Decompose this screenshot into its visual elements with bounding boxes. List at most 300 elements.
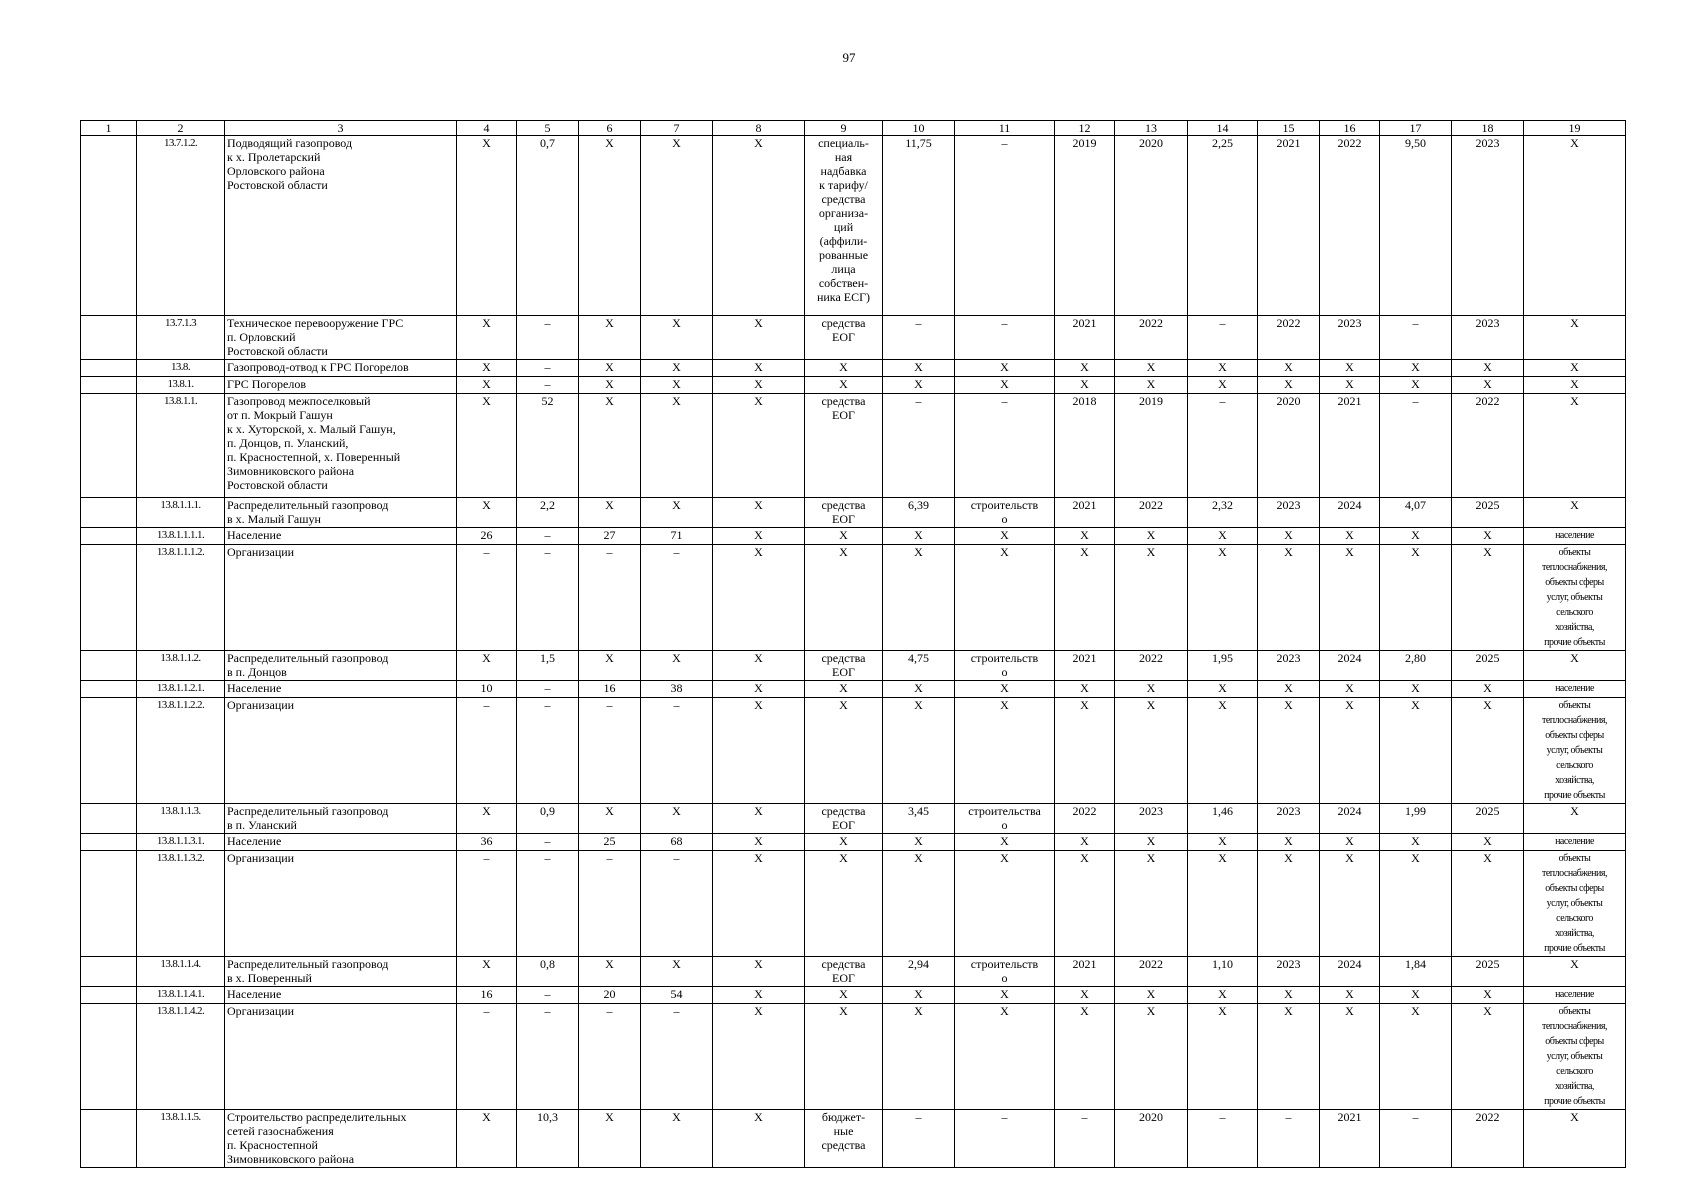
- cell-value: –: [544, 360, 551, 374]
- cell-value: Х: [1000, 851, 1009, 865]
- cell-value: Х: [1080, 851, 1089, 865]
- value-cell: [1524, 394, 1626, 498]
- item-name-cell: [225, 1004, 457, 1110]
- item-name-cell: [225, 136, 457, 316]
- value-cell: [713, 498, 805, 528]
- value-cell: [1055, 498, 1115, 528]
- item-code-cell: [137, 528, 225, 545]
- value-cell: [713, 698, 805, 804]
- section-cell: [81, 651, 137, 681]
- cell-value: Х: [1000, 360, 1009, 374]
- value-cell: [1524, 651, 1626, 681]
- consumer-category: объекты теплоснабжения, объекты сферы услуг, объекты сельского хозяйства, прочие объекты: [1542, 1006, 1607, 1107]
- cell-value: Х: [1218, 851, 1227, 865]
- cell-value: Х: [754, 360, 763, 374]
- consumer-category-cell: [1524, 851, 1626, 957]
- value-cell: [517, 528, 579, 545]
- cell-value: Х: [482, 377, 491, 391]
- value-cell: [1380, 545, 1452, 651]
- cell-value: 2021: [1072, 651, 1097, 665]
- cell-value: 1,10: [1212, 957, 1233, 971]
- table-row: [81, 1004, 1626, 1110]
- value-cell: [641, 360, 713, 377]
- column-number-cell: 10: [883, 121, 955, 136]
- value-cell: [1452, 498, 1524, 528]
- value-cell: [1115, 545, 1188, 651]
- value-cell: [713, 681, 805, 698]
- cell-value: Х: [754, 834, 763, 848]
- cell-value: Х: [672, 136, 681, 150]
- value-cell: [579, 394, 641, 498]
- value-cell: [1380, 394, 1452, 498]
- cell-value: Х: [605, 651, 614, 665]
- table-row: [81, 851, 1626, 957]
- value-cell: [1258, 987, 1320, 1004]
- cell-value: 0,9: [540, 804, 555, 818]
- value-cell: [517, 957, 579, 987]
- section-cell: [81, 987, 137, 1004]
- value-cell: [1452, 834, 1524, 851]
- cell-value: Х: [839, 681, 848, 695]
- value-cell: [641, 834, 713, 851]
- cell-value: Х: [1411, 528, 1420, 542]
- cell-value: 2023: [1475, 136, 1500, 150]
- section-cell: [81, 1004, 137, 1110]
- value-cell: [1524, 136, 1626, 316]
- value-cell: [1055, 136, 1115, 316]
- cell-value: Х: [605, 360, 614, 374]
- item-code: 13.8.1.1.1.1.: [156, 529, 205, 541]
- value-cell: [517, 1004, 579, 1110]
- value-cell: [1115, 394, 1188, 498]
- cell-value: –: [915, 316, 922, 330]
- value-cell: [955, 804, 1055, 834]
- consumer-category: население: [1555, 683, 1594, 694]
- item-code-cell: [137, 957, 225, 987]
- value-cell: [1380, 1004, 1452, 1110]
- cell-value: Х: [1218, 377, 1227, 391]
- value-cell: [955, 136, 1055, 316]
- cell-value: –: [1001, 316, 1008, 330]
- item-name: Газопровод межпоселковый от п. Мокрый Гашун к х. Хуторской, х. Малый Гашун, п. Донцов, п. Уланский, п. Красностепной, х. Поверенный Зимовниковского района Ростовской области: [227, 394, 401, 492]
- cell-value: 1,46: [1212, 804, 1233, 818]
- value-cell: [1258, 545, 1320, 651]
- cell-value: Х: [1146, 834, 1156, 848]
- value-cell: [1380, 360, 1452, 377]
- item-code: 13.8.1.1.2.1.: [156, 682, 205, 694]
- value-cell: [1115, 1004, 1188, 1110]
- consumer-category-cell: [1524, 1004, 1626, 1110]
- cell-value: Х: [1000, 377, 1009, 391]
- value-cell: [1258, 957, 1320, 987]
- cell-value: Х: [482, 360, 491, 374]
- cell-value: Х: [482, 394, 491, 408]
- item-code-cell: [137, 1004, 225, 1110]
- cell-value: Х: [672, 360, 681, 374]
- item-name-cell: [225, 545, 457, 651]
- item-code-cell: [137, 1110, 225, 1168]
- cell-value: 2022: [1475, 1110, 1500, 1124]
- cell-value: –: [483, 851, 490, 865]
- value-cell: [883, 528, 955, 545]
- table-row: [81, 681, 1626, 698]
- value-cell: [713, 834, 805, 851]
- value-cell: [1115, 681, 1188, 698]
- value-cell: [1115, 1110, 1188, 1168]
- cell-value: 54: [670, 987, 683, 1001]
- cell-value: Х: [1218, 360, 1227, 374]
- cell-value: Х: [754, 987, 763, 1001]
- value-cell: [1452, 316, 1524, 360]
- cell-value: 2022: [1139, 498, 1163, 512]
- value-cell: [1320, 360, 1380, 377]
- cell-value: 2020: [1276, 394, 1301, 408]
- cell-value: 2021: [1072, 316, 1097, 330]
- cell-value: 2019: [1072, 136, 1097, 150]
- value-cell: [1380, 1110, 1452, 1168]
- value-cell: [955, 651, 1055, 681]
- value-cell: [1188, 528, 1258, 545]
- section-cell: [81, 698, 137, 804]
- cell-value: 52: [541, 394, 554, 408]
- page-number: 97: [842, 50, 856, 65]
- table-row: [81, 698, 1626, 804]
- value-cell: [641, 394, 713, 498]
- section-cell: [81, 377, 137, 394]
- cell-value: 1,99: [1405, 804, 1426, 818]
- value-cell: [579, 1004, 641, 1110]
- item-code: 13.8.1.1.: [163, 395, 198, 407]
- item-name: Распределительный газопровод в п. Уланский: [227, 804, 389, 832]
- value-cell: [517, 987, 579, 1004]
- value-cell: [883, 698, 955, 804]
- section-cell: [81, 804, 137, 834]
- value-cell: [1452, 1110, 1524, 1168]
- cell-value: 36: [480, 834, 493, 848]
- cell-value: 68: [670, 834, 683, 848]
- value-cell: [641, 498, 713, 528]
- item-code-cell: [137, 651, 225, 681]
- cell-value: 2022: [1139, 651, 1163, 665]
- section-cell: [81, 681, 137, 698]
- cell-value: Х: [605, 1110, 614, 1124]
- value-cell: [1055, 681, 1115, 698]
- column-number-cell: 1: [81, 121, 137, 136]
- value-cell: [713, 316, 805, 360]
- item-name: Газопровод-отвод к ГРС Погорелов: [227, 360, 409, 374]
- cell-value: Х: [1000, 698, 1009, 712]
- cell-value: Х: [1483, 545, 1492, 559]
- cell-value: 2,2: [540, 498, 555, 512]
- cell-value: 2022: [1139, 957, 1163, 971]
- cell-value: Х: [839, 360, 848, 374]
- value-cell: [457, 681, 517, 698]
- item-name: Население: [227, 834, 282, 848]
- cell-value: Х: [1080, 681, 1089, 695]
- cell-value: 9,50: [1405, 136, 1426, 150]
- cell-value: Х: [1345, 528, 1354, 542]
- cell-value: –: [673, 851, 680, 865]
- value-cell: [1055, 316, 1115, 360]
- cell-value: Х: [1411, 851, 1420, 865]
- value-cell: [1380, 987, 1452, 1004]
- value-cell: [955, 545, 1055, 651]
- value-cell: [1320, 545, 1380, 651]
- value-cell: [1452, 957, 1524, 987]
- value-cell: [641, 698, 713, 804]
- value-cell: [883, 651, 955, 681]
- value-cell: [883, 394, 955, 498]
- value-cell: [1055, 834, 1115, 851]
- item-name: Население: [227, 987, 282, 1001]
- value-cell: [805, 377, 883, 394]
- cell-value: –: [915, 394, 922, 408]
- cell-value: Х: [1000, 528, 1009, 542]
- cell-value: Х: [1411, 834, 1420, 848]
- value-cell: [883, 851, 955, 957]
- item-code: 13.7.1.3: [165, 317, 196, 329]
- value-cell: [1115, 851, 1188, 957]
- value-cell: [1320, 1004, 1380, 1110]
- value-cell: [1258, 377, 1320, 394]
- cell-value: 2024: [1337, 498, 1362, 512]
- value-cell: [883, 834, 955, 851]
- value-cell: [579, 360, 641, 377]
- cell-value: 2020: [1139, 136, 1163, 150]
- cell-value: –: [1001, 1110, 1008, 1124]
- cell-value: Х: [672, 804, 681, 818]
- item-code: 13.8.1.1.1.2.: [156, 546, 205, 558]
- cell-value: Х: [482, 136, 491, 150]
- value-cell: [517, 377, 579, 394]
- item-code-cell: [137, 987, 225, 1004]
- cell-value: Х: [1080, 834, 1089, 848]
- header-row: [81, 121, 1626, 136]
- value-cell: [517, 851, 579, 957]
- value-cell: [579, 528, 641, 545]
- value-cell: [1258, 651, 1320, 681]
- value-cell: [1320, 834, 1380, 851]
- cell-value: Х: [914, 851, 923, 865]
- cell-value: Х: [1146, 377, 1156, 391]
- cell-value: Х: [1284, 987, 1293, 1001]
- cell-value: Х: [914, 834, 923, 848]
- item-name-cell: [225, 851, 457, 957]
- value-cell: [1115, 957, 1188, 987]
- value-cell: [579, 957, 641, 987]
- value-cell: [457, 1110, 517, 1168]
- value-cell: [1188, 136, 1258, 316]
- table-row: [81, 360, 1626, 377]
- cell-value: 3,45: [908, 804, 929, 818]
- cell-value: –: [1219, 394, 1226, 408]
- cell-value: 10,3: [537, 1110, 558, 1124]
- value-cell: [883, 545, 955, 651]
- value-cell: [1188, 1004, 1258, 1110]
- table-row: [81, 1110, 1626, 1168]
- value-cell: [579, 804, 641, 834]
- value-cell: [517, 804, 579, 834]
- value-cell: [1524, 957, 1626, 987]
- value-cell: [579, 498, 641, 528]
- cell-value: Х: [839, 1004, 848, 1018]
- section-cell: [81, 498, 137, 528]
- cell-value: Х: [1411, 1004, 1420, 1018]
- cell-value: Х: [1284, 851, 1293, 865]
- value-cell: [955, 987, 1055, 1004]
- cell-value: Х: [1146, 851, 1156, 865]
- cell-value: Х: [605, 498, 614, 512]
- value-cell: [1452, 804, 1524, 834]
- cell-value: Х: [1146, 545, 1156, 559]
- cell-value: Х: [1000, 545, 1009, 559]
- cell-value: 2024: [1337, 957, 1362, 971]
- cell-value: средства ЕОГ: [821, 316, 866, 344]
- table-row: [81, 834, 1626, 851]
- value-cell: [1055, 987, 1115, 1004]
- value-cell: [1524, 1110, 1626, 1168]
- value-cell: [1188, 804, 1258, 834]
- value-cell: [579, 1110, 641, 1168]
- value-cell: [955, 834, 1055, 851]
- cell-value: Х: [1483, 1004, 1492, 1018]
- value-cell: [883, 957, 955, 987]
- cell-value: Х: [1570, 136, 1579, 150]
- item-name: Население: [227, 528, 282, 542]
- value-cell: [579, 136, 641, 316]
- column-number-cell: 14: [1188, 121, 1258, 136]
- cell-value: средства ЕОГ: [821, 498, 866, 526]
- cell-value: Х: [1080, 528, 1089, 542]
- value-cell: [457, 651, 517, 681]
- consumer-category: объекты теплоснабжения, объекты сферы услуг, объекты сельского хозяйства, прочие объекты: [1542, 700, 1607, 801]
- cell-value: 26: [480, 528, 493, 542]
- value-cell: [517, 498, 579, 528]
- cell-value: 10: [480, 681, 493, 695]
- value-cell: [1055, 957, 1115, 987]
- column-number-cell: 16: [1320, 121, 1380, 136]
- table-row: [81, 651, 1626, 681]
- cell-value: средства ЕОГ: [821, 957, 866, 985]
- value-cell: [1115, 528, 1188, 545]
- section-cell: [81, 528, 137, 545]
- value-cell: [1452, 681, 1524, 698]
- cell-value: Х: [1000, 987, 1009, 1001]
- column-number-cell: 7: [641, 121, 713, 136]
- value-cell: [1188, 545, 1258, 651]
- cell-value: Х: [754, 651, 763, 665]
- value-cell: [955, 851, 1055, 957]
- value-cell: [579, 698, 641, 804]
- cell-value: 11,75: [905, 136, 932, 150]
- item-name-cell: [225, 316, 457, 360]
- value-cell: [883, 1004, 955, 1110]
- item-code-cell: [137, 360, 225, 377]
- value-cell: [955, 394, 1055, 498]
- value-cell: [579, 851, 641, 957]
- cell-value: Х: [672, 957, 681, 971]
- value-cell: [641, 651, 713, 681]
- item-code-cell: [137, 681, 225, 698]
- item-name-cell: [225, 528, 457, 545]
- value-cell: [1258, 834, 1320, 851]
- value-cell: [1452, 360, 1524, 377]
- cell-value: Х: [1570, 394, 1579, 408]
- value-cell: [517, 1110, 579, 1168]
- cell-value: 2021: [1337, 1110, 1362, 1124]
- cell-value: –: [544, 851, 551, 865]
- value-cell: [805, 1110, 883, 1168]
- cell-value: –: [673, 545, 680, 559]
- cell-value: Х: [754, 1004, 763, 1018]
- value-cell: [1452, 851, 1524, 957]
- cell-value: специаль- ная надбавка к тарифу/ средства организа- ций (аффили- рованные лица собствен- ника ЕСГ): [816, 136, 871, 304]
- cell-value: Х: [1570, 498, 1579, 512]
- value-cell: [1055, 698, 1115, 804]
- cell-value: Х: [754, 136, 763, 150]
- value-cell: [641, 1004, 713, 1110]
- item-name: Распределительный газопровод в х. Поверенный: [227, 957, 389, 985]
- cell-value: Х: [672, 377, 681, 391]
- value-cell: [805, 316, 883, 360]
- value-cell: [1524, 804, 1626, 834]
- consumer-category: население: [1555, 836, 1594, 847]
- cell-value: Х: [1080, 545, 1089, 559]
- value-cell: [883, 681, 955, 698]
- value-cell: [883, 377, 955, 394]
- cell-value: Х: [1218, 834, 1227, 848]
- cell-value: Х: [1345, 987, 1354, 1001]
- item-name-cell: [225, 957, 457, 987]
- value-cell: [805, 804, 883, 834]
- item-name: Распределительный газопровод в п. Донцов: [227, 651, 389, 679]
- table-row: [81, 394, 1626, 498]
- table-row: [81, 498, 1626, 528]
- cell-value: –: [544, 834, 551, 848]
- value-cell: [1320, 698, 1380, 804]
- value-cell: [641, 545, 713, 651]
- cell-value: Х: [1080, 1004, 1089, 1018]
- value-cell: [955, 528, 1055, 545]
- value-cell: [1320, 987, 1380, 1004]
- value-cell: [1320, 316, 1380, 360]
- cell-value: Х: [914, 1004, 923, 1018]
- value-cell: [1258, 681, 1320, 698]
- cell-value: 2023: [1276, 804, 1301, 818]
- cell-value: Х: [1570, 804, 1579, 818]
- cell-value: Х: [754, 528, 763, 542]
- cell-value: Х: [914, 698, 923, 712]
- table-row: [81, 377, 1626, 394]
- value-cell: [641, 851, 713, 957]
- table-row: [81, 136, 1626, 316]
- value-cell: [805, 136, 883, 316]
- cell-value: Х: [1146, 1004, 1156, 1018]
- item-name-cell: [225, 377, 457, 394]
- cell-value: Х: [754, 1110, 763, 1124]
- cell-value: –: [1001, 136, 1008, 150]
- cell-value: Х: [754, 851, 763, 865]
- value-cell: [1258, 1110, 1320, 1168]
- cell-value: –: [673, 1004, 680, 1018]
- item-code-cell: [137, 377, 225, 394]
- item-code-cell: [137, 804, 225, 834]
- value-cell: [1188, 834, 1258, 851]
- value-cell: [457, 834, 517, 851]
- item-code: 13.8.1.1.4.2.: [156, 1005, 205, 1017]
- value-cell: [517, 394, 579, 498]
- cell-value: Х: [482, 1110, 491, 1124]
